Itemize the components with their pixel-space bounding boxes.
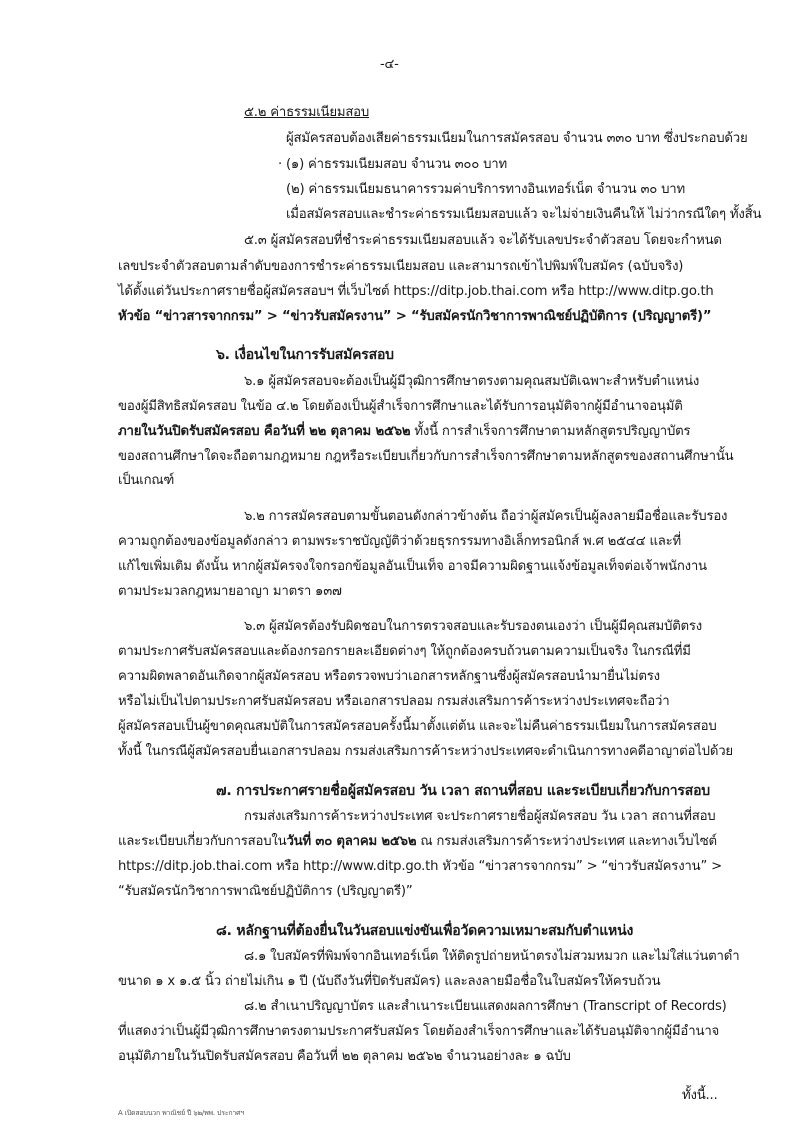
- section-6-heading: ๖. เงื่อนไขในการรับสมัครสอบ: [216, 347, 394, 363]
- section-8-2-line-3: อนุมัติภายในวันปิดรับสมัครสอบ คือวันที่ ๒๒ ตุลาคม ๒๕๖๒ จำนวนอย่างละ ๑ ฉบับ: [118, 1049, 571, 1064]
- section-6-3-line-5: ผู้สมัครสอบเป็นผู้ขาดคุณสมบัติในการสมัครสอบครั้งนี้มาตั้งแต่ต้น และจะไม่คืนค่าธรรมเนียมในการสมัครสอบ: [118, 719, 717, 734]
- announcement-date: วันที่ ๓๐ ตุลาคม ๒๕๖๒: [286, 834, 417, 849]
- page-number: -๔-: [380, 57, 399, 72]
- website-links[interactable]: https://ditp.job.thai.com หรือ http://www.ditp.go.th: [393, 284, 714, 299]
- section-7-line-2-a: และระเบียบเกี่ยวกับการสอบใน: [118, 834, 287, 849]
- section-6-3-line-2: ตามประกาศรับสมัครสอบและต้องกรอกรายละเอียดต่างๆ ให้ถูกต้องครบถ้วนตามความเป็นจริง ในกรณีที่มี: [118, 644, 691, 659]
- section-6-1-line-5: เป็นเกณฑ์: [118, 473, 175, 488]
- section-6-2-line-2: ความถูกต้องของข้อมูลดังกล่าว ตามพระราชบัญญัติว่าด้วยธุรกรรมทางอิเล็กทรอนิกส์ พ.ศ ๒๕๔๔ และที่: [118, 534, 682, 549]
- continuation-text: ทั้งนี้...: [682, 1088, 718, 1103]
- fee-item-2: (๒) ค่าธรรมเนียมธนาคารรวมค่าบริการทางอินเทอร์เน็ต จำนวน ๓๐ บาท: [286, 182, 686, 197]
- section-6-1-line-4: ของสถานศึกษาใดจะถือตามกฎหมาย กฎหรือระเบียบเกี่ยวกับการสำเร็จการศึกษาตามหลักสูตรของสถานศึกษานั้น: [118, 449, 734, 464]
- section-6-2-line-1: ๖.๒ การสมัครสอบตามขั้นตอนดังกล่าวข้างต้น ถือว่าผู้สมัครเป็นผู้ลงลายมือชื่อและรับรอง: [244, 509, 728, 524]
- section-7-line-4: “รับสมัครนักวิชาการพาณิชย์ปฏิบัติการ (ปริญญาตรี)”: [118, 884, 413, 899]
- section-8-1-line-1: ๘.๑ ใบสมัครที่พิมพ์จากอินเทอร์เน็ต ให้ติดรูปถ่ายหน้าตรงไม่สวมหมวก และไม่ใส่แว่นตาดำ: [244, 949, 740, 964]
- section-6-1-line-1: ๖.๑ ผู้สมัครสอบจะต้องเป็นผู้มีวุฒิการศึกษาตรงตามคุณสมบัติเฉพาะสำหรับตำแหน่ง: [244, 374, 700, 389]
- section-5-3-line-3-text: ได้ตั้งแต่วันประกาศรายชื่อผู้สมัครสอบฯ ที่เว็บไซต์: [118, 284, 390, 299]
- section-7-heading: ๗. การประกาศรายชื่อผู้สมัครสอบ วัน เวลา สถานที่สอบ และระเบียบเกี่ยวกับการสอบ: [216, 783, 710, 799]
- section-5-3-line-2: เลขประจำตัวสอบตามลำดับของการชำระค่าธรรมเนียมสอบ และสามารถเข้าไปพิมพ์ใบสมัคร (ฉบับจริง): [118, 259, 684, 274]
- section-6-2-line-3: แก้ไขเพิ่มเติม ดังนั้น หากผู้สมัครจงใจกรอกข้อมูลอันเป็นเท็จ อาจมีความผิดฐานแจ้งข้อมูลเท็จต่อเจ้าพนักงาน: [118, 559, 707, 574]
- section-8-1-line-2: ขนาด ๑ x ๑.๕ นิ้ว ถ่ายไม่เกิน ๑ ปี (นับถึงวันที่ปิดรับสมัคร) และลงลายมือชื่อในใบสมัครให้ครบถ้วน: [118, 974, 661, 989]
- section-8-2-line-1: ๘.๒ สำเนาปริญญาบัตร และสำเนาระเบียนแสดงผลการศึกษา (Transcript of Records): [244, 999, 727, 1014]
- section-6-2-line-4: ตามประมวลกฎหมายอาญา มาตรา ๑๓๗: [118, 584, 342, 599]
- section-6-1-line-3-rest: ทั้งนี้ การสำเร็จการศึกษาตามหลักสูตรปริญญาบัตร: [414, 424, 691, 439]
- section-6-3-line-3: ความผิดพลาดอันเกิดจากผู้สมัครสอบ หรือตรวจพบว่าเอกสารหลักฐานซึ่งผู้สมัครสอบนำมายื่นไม่ตรง: [118, 669, 660, 684]
- section-7-line-1: กรมส่งเสริมการค้าระหว่างประเทศ จะประกาศรายชื่อผู้สมัครสอบ วัน เวลา สถานที่สอบ: [244, 809, 716, 824]
- section-7-line-2-b: ณ กรมส่งเสริมการค้าระหว่างประเทศ และทางเว็บไซต์: [420, 834, 717, 849]
- section-8-2-line-2: ที่แสดงว่าเป็นผู้มีวุฒิการศึกษาตรงตามประกาศรับสมัคร โดยต้องสำเร็จการศึกษาและได้รับอนุมัติจากผู้มีอำนาจ: [118, 1024, 720, 1039]
- section-8-heading: ๘. หลักฐานที่ต้องยื่นในวันสอบแข่งขันเพื่อวัดความเหมาะสมกับตำแหน่ง: [216, 923, 634, 939]
- section-7-line-3: https://ditp.job.thai.com หรือ http://www.ditp.go.th หัวข้อ “ข่าวสารจากกรม” > “ข่าวรับสมัครงาน” >: [118, 859, 722, 874]
- fee-item-1-text: (๑) ค่าธรรมเนียมสอบ จำนวน ๓๐๐ บาท: [285, 157, 507, 172]
- section-5-3-line-1: ๕.๓ ผู้สมัครสอบที่ชำระค่าธรรมเนียมสอบแล้ว จะได้รับเลขประจำตัวสอบ โดยจะกำหนด: [244, 233, 722, 248]
- section-6-3-line-4: หรือไม่เป็นไปตามประกาศรับสมัครสอบ หรือเอกสารปลอม กรมส่งเสริมการค้าระหว่างประเทศจะถือว่า: [118, 694, 670, 709]
- section-5-3-menu-path: หัวข้อ “ข่าวสารจากกรม” > “ข่าวรับสมัครงาน” > “รับสมัครนักวิชาการพาณิชย์ปฏิบัติการ (ปริญญาตรี)”: [118, 309, 712, 324]
- section-6-1-line-2: ของผู้มีสิทธิสมัครสอบ ในข้อ ๔.๒ โดยต้องเป็นผู้สำเร็จการศึกษาและได้รับการอนุมัติจากผู้มีอำนาจอนุมัติ: [118, 399, 683, 414]
- fee-no-refund-note: เมื่อสมัครสอบและชำระค่าธรรมเนียมสอบแล้ว จะไม่จ่ายเงินคืนให้ ไม่ว่ากรณีใดๆ ทั้งสิ้น: [286, 207, 762, 222]
- fee-item-1: · (๑) ค่าธรรมเนียมสอบ จำนวน ๓๐๐ บาท: [278, 157, 507, 172]
- section-5-2-title: ๕.๒ ค่าธรรมเนียมสอบ: [244, 105, 370, 120]
- application-deadline: ภายในวันปิดรับสมัครสอบ คือวันที่ ๒๒ ตุลาคม ๒๕๖๒: [118, 424, 411, 439]
- page-footer: A เปิดสอบนวก พาณิชย์ ปี ๖๒/พพ. ประกาศฯ: [118, 1109, 245, 1117]
- section-7-line-2: [118, 833, 717, 851]
- section-6-3-line-1: ๖.๓ ผู้สมัครต้องรับผิดชอบในการตรวจสอบและรับรองตนเองว่า เป็นผู้มีคุณสมบัติตรง: [244, 619, 703, 634]
- section-5-3-line-3: [118, 283, 714, 301]
- section-6-3-line-6: ทั้งนี้ ในกรณีผู้สมัครสอบยื่นเอกสารปลอม กรมส่งเสริมการค้าระหว่างประเทศจะดำเนินการทางคดีอาญาต่อไปด้วย: [118, 744, 733, 759]
- section-5-2-intro: ผู้สมัครสอบต้องเสียค่าธรรมเนียมในการสมัครสอบ จำนวน ๓๓๐ บาท ซึ่งประกอบด้วย: [286, 131, 748, 146]
- section-6-1-line-3: [118, 423, 690, 441]
